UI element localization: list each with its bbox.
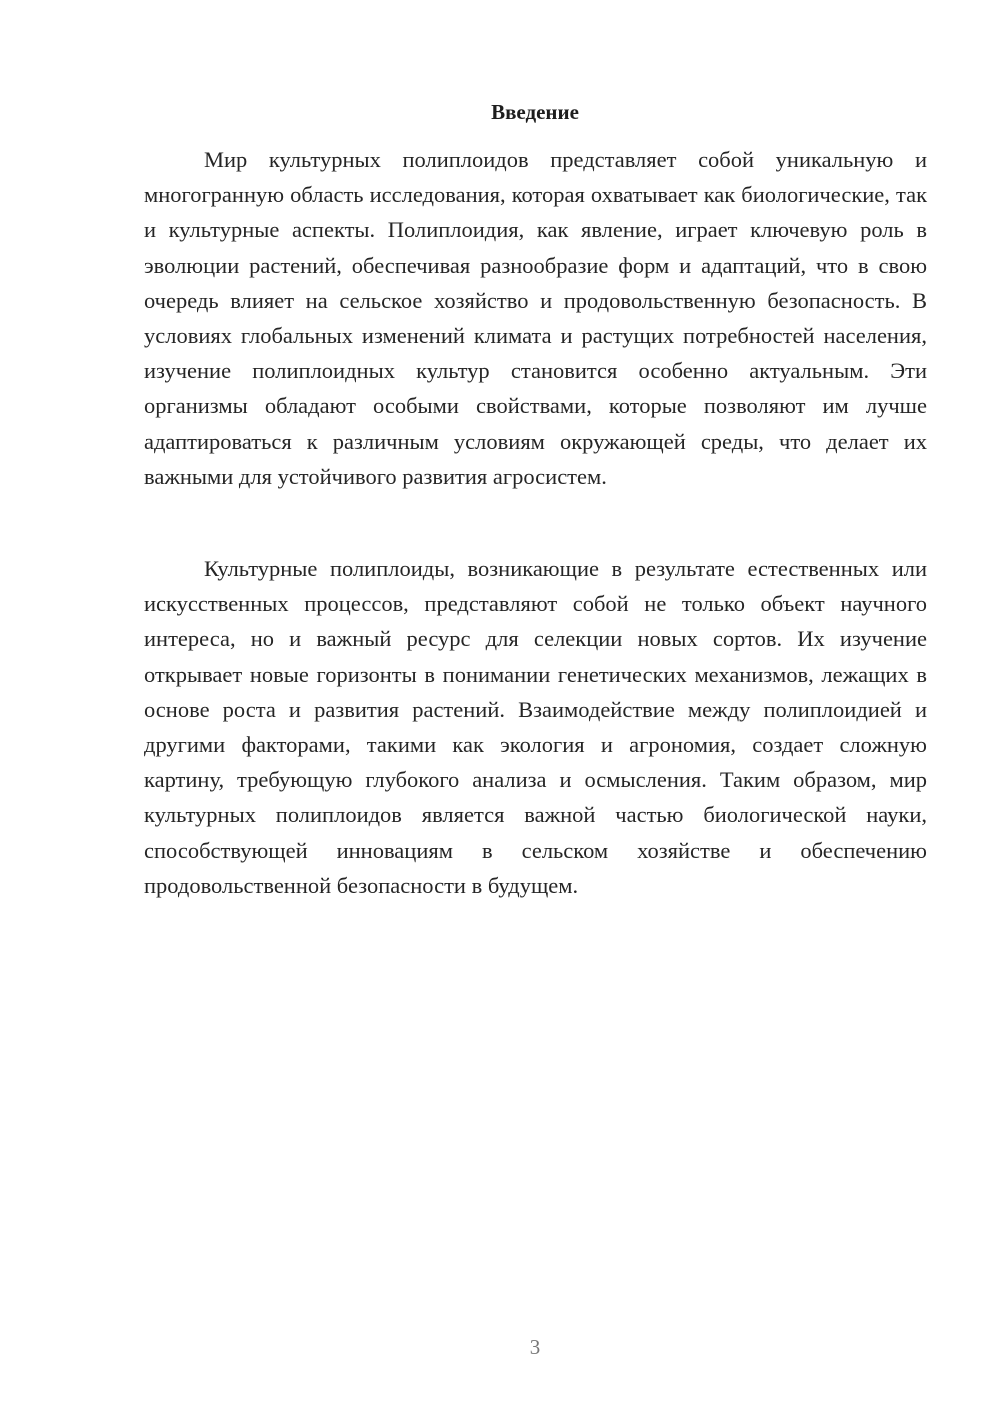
page-number: 3 [529, 1335, 541, 1359]
section-heading: Введение [491, 100, 579, 124]
paragraph-1: Мир культурных полиплоидов представляет собой уникальную и многогранную область исследования, которая охватывает как биологические, так и культурные аспекты. Полиплоидия, как явление, играет ключевую роль в эволюции растений, обеспечивая разнообразие форм и адаптаций, что в свою очередь влияет на сельское хозяйство и продовольственную безопасность. В условиях глобальных изменений климата и растущих потребностей населения, изучение полиплоидных культур становится особенно актуальным. Эти организмы обладают особыми свойствами, которые позволяют им лучше адаптироваться к различным условиям окружающей среды, что делает их важными для устойчивого развития агросистем. [144, 147, 927, 489]
paragraph-2: Культурные полиплоиды, возникающие в результате естественных или искусственных процессов, представляют собой не только объект научного интереса, но и важный ресурс для селекции новых сортов. Их изучение открывает новые горизонты в понимании генетических механизмов, лежащих в основе роста и развития растений. Взаимодействие между полиплоидией и другими факторами, такими как экология и агрономия, создает сложную картину, требующую глубокого анализа и осмысления. Таким образом, мир культурных полиплоидов является важной частью биологической науки, способствующей инновациям в сельском хозяйстве и обеспечению продовольственной безопасности в будущем. [144, 556, 927, 898]
